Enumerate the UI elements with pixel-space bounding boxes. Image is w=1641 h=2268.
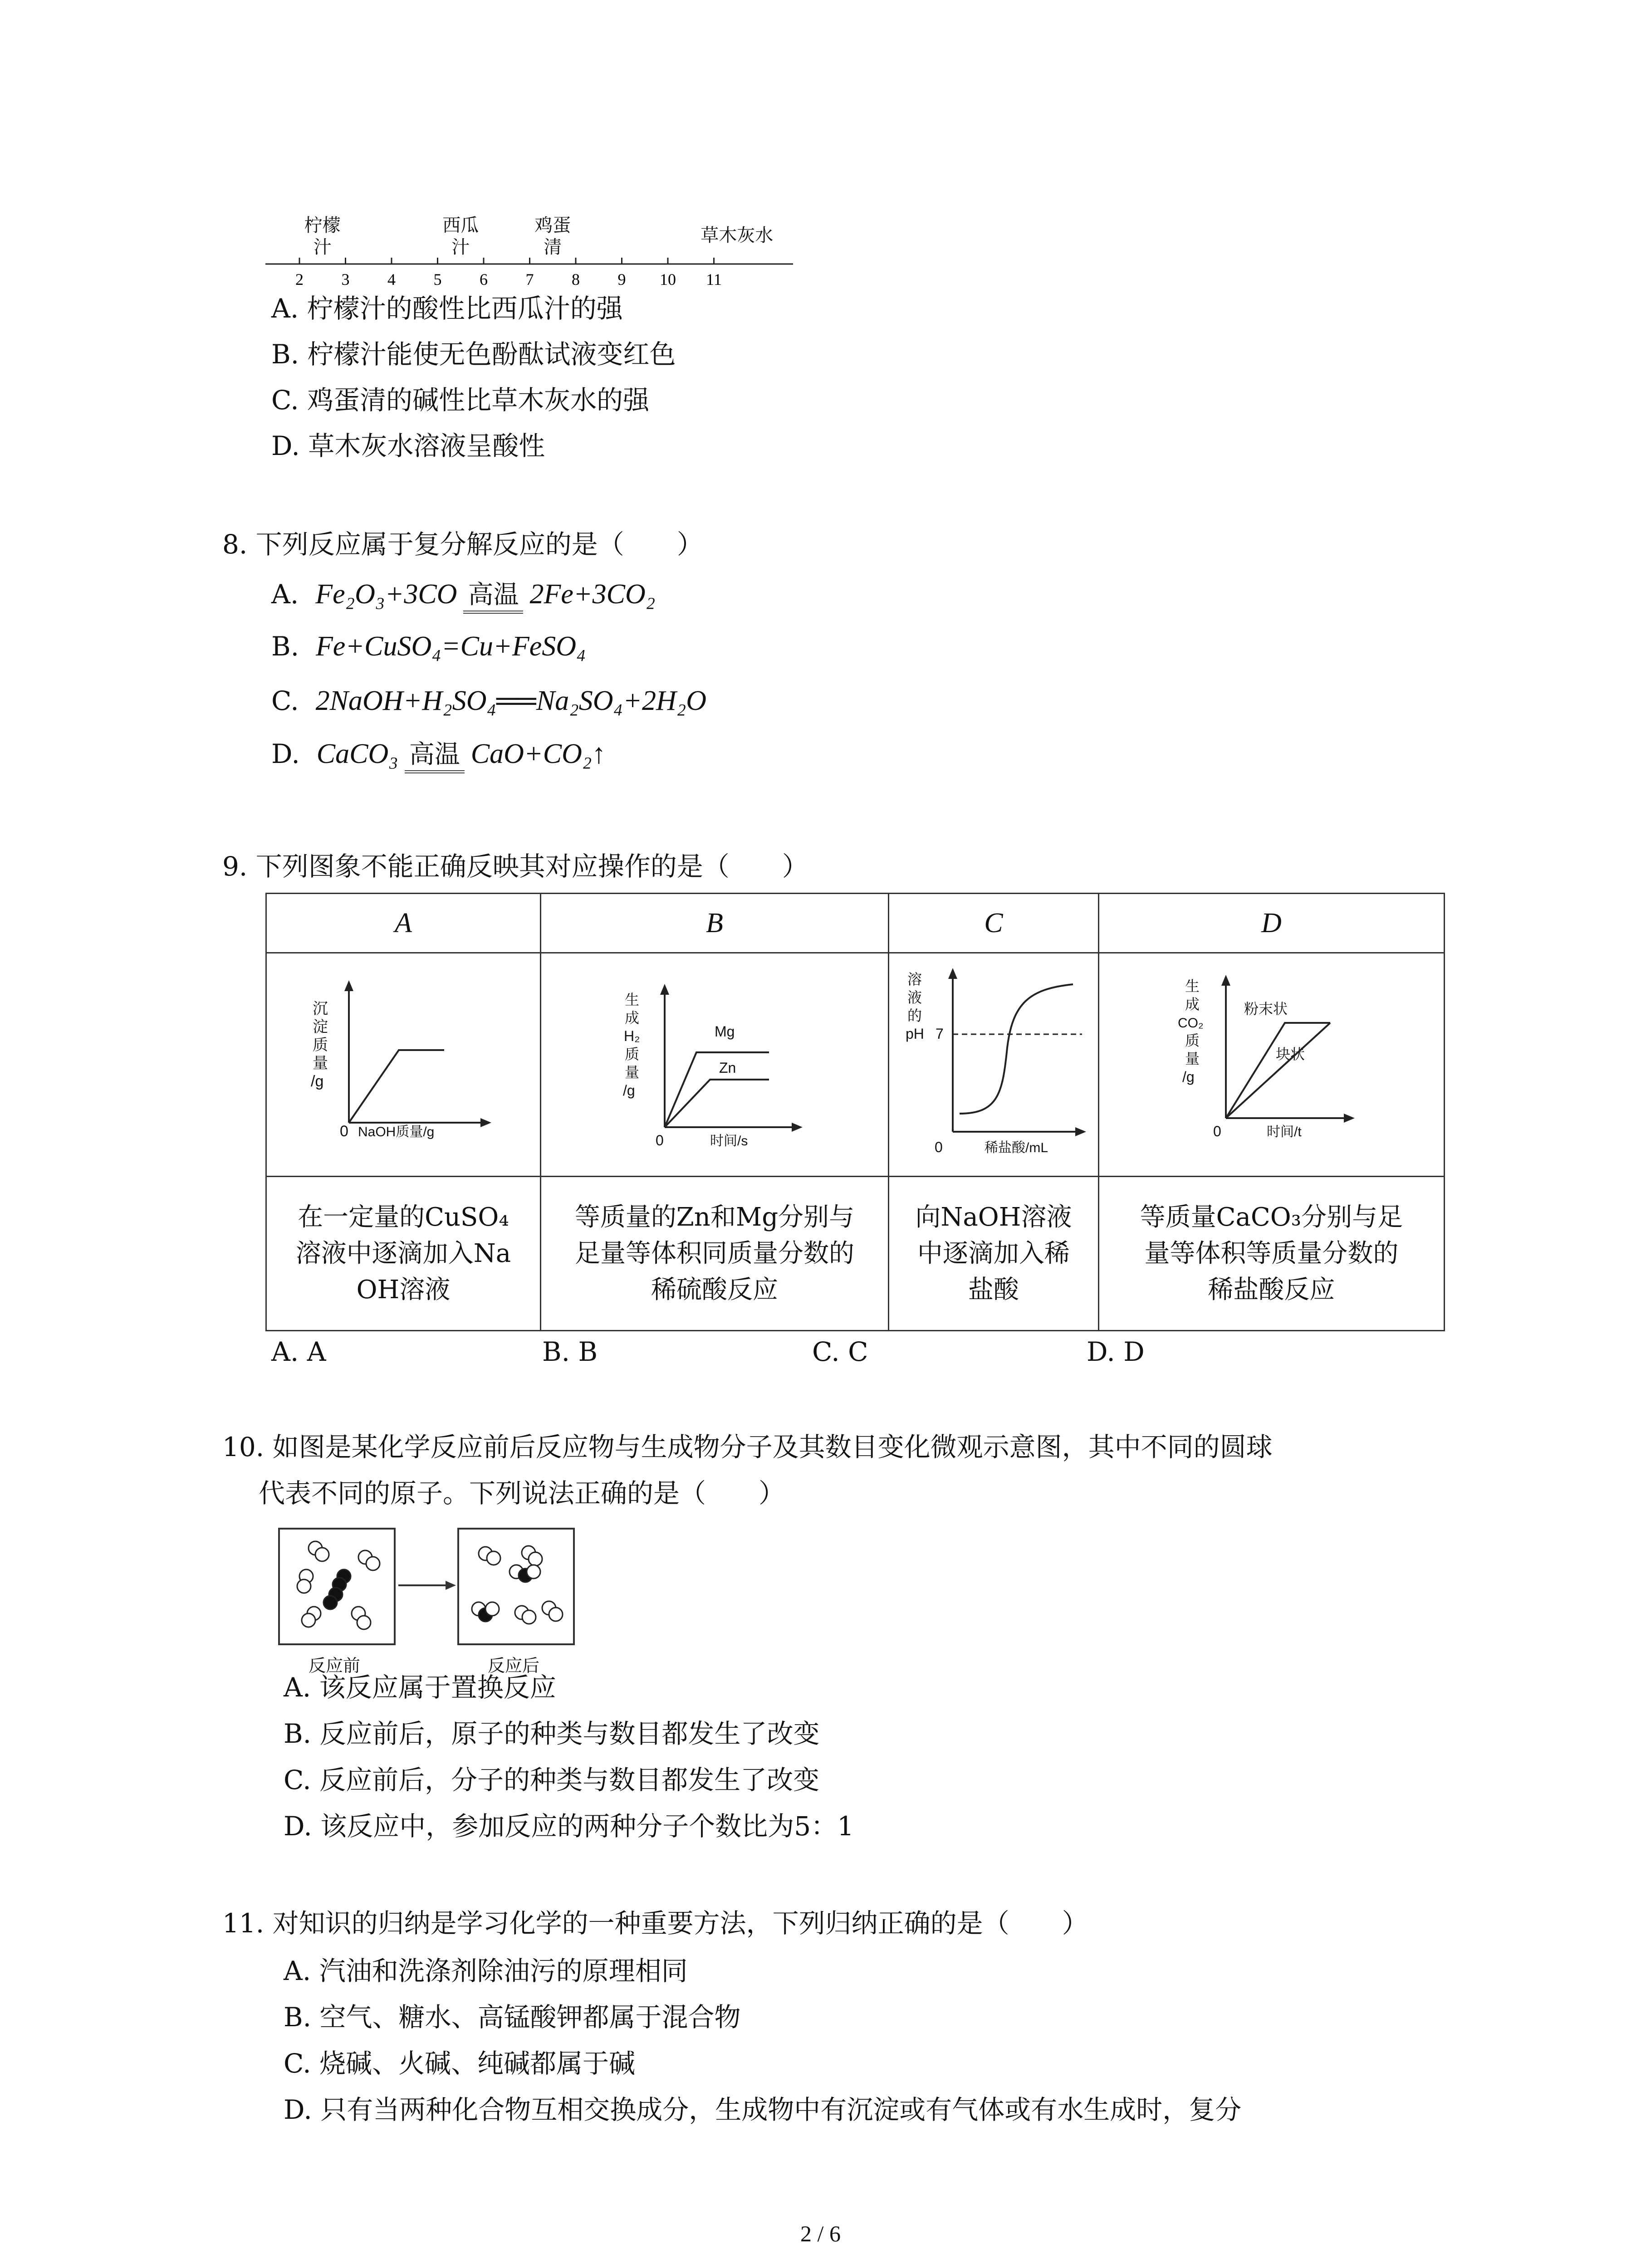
q10-stem-line2: 代表不同的原子。下列说法正确的是（ ） [259,1478,785,1509]
graph-c-ylabel-0: 溶 [907,971,922,987]
white-atom [357,1616,371,1629]
q8-d-reactants: CaCO₃ [316,738,398,769]
q9-graph-cell-a [266,953,541,1177]
ph-tick-label: 2 [295,270,304,288]
graph-d-origin: 0 [1213,1123,1222,1139]
q11-stem: 11. 对知识的归纳是学习化学的一种重要方法，下列归纳正确的是（ ） [222,1908,1088,1939]
graph-a-curve [349,1050,444,1123]
reaction-arrow-head [446,1581,456,1590]
q11-option-a[interactable]: A. 汽油和洗涤剂除油污的原理相同 [284,1955,688,1986]
white-atom [522,1610,536,1624]
graph-a-ylabel-2: 质 [312,1036,328,1054]
q11-option-c[interactable]: C. 烧碱、火碱、纯碱都属于碱 [284,2048,636,2079]
q9-desc-b [540,1177,888,1331]
graph-a-origin: 0 [339,1123,348,1140]
graph-d-series-powder: 粉末状 [1244,1001,1288,1017]
q8-stem: 8. 下列反应属于复分解反应的是（ ） [222,529,703,560]
graph-a-ylabel-1: 淀 [312,1018,328,1036]
after-label: 反应后 [488,1657,540,1676]
desc-line: 在一定量的CuSO₄ [298,1202,509,1232]
graph-c-origin: 0 [934,1139,943,1155]
graph-b-ylabel-5: /g [622,1082,635,1099]
ph-tick-label: 5 [433,270,442,288]
white-atom [297,1579,311,1593]
ph-tick-label: 4 [387,270,396,288]
graph-b-series-mg: Mg [714,1023,735,1040]
ph-substance-label: 草木灰水 [700,225,774,245]
graph-d-ylabel-0: 生 [1185,978,1200,994]
graph-d-series-lump: 块状 [1276,1046,1305,1062]
q7-option-a[interactable]: A. 柠檬汁的酸性比西瓜汁的强 [271,293,623,324]
option-label: C. [271,685,299,716]
white-atom [549,1608,563,1621]
graph-d-ylabel-4: 量 [1185,1051,1200,1067]
q10-option-d[interactable]: D. 该反应中，参加反应的两种分子个数比为5：1 [284,1811,854,1842]
option-label: A. [271,579,299,610]
q8-b-equation: Fe+CuSO₄=Cu+FeSO₄ [315,631,586,662]
graph-b-ylabel-3: 质 [624,1046,639,1062]
graph-a-xlabel: NaOH质量/g [358,1124,435,1139]
q9-graph-d [1176,964,1367,1163]
q7-option-c[interactable]: C. 鸡蛋清的碱性比草木灰水的强 [271,385,650,415]
q8-a-products: 2Fe+3CO₂ [529,579,656,610]
graph-c-ylabel-2: 的 [907,1007,922,1024]
q11-option-b[interactable]: B. 空气、糖水、高锰酸钾都属于混合物 [284,2002,741,2033]
desc-line: 盐酸 [968,1275,1019,1305]
page-number: 2 / 6 [800,2221,841,2246]
graph-a-ylabel-4: /g [310,1073,324,1090]
q7-option-d[interactable]: D. 草木灰水溶液呈酸性 [271,430,545,461]
before-molecules [297,1541,380,1629]
q9-option-d[interactable]: D. D [1087,1336,1145,1367]
graph-d-xlabel: 时间/t [1267,1124,1302,1139]
graph-b-ylabel-1: 成 [624,1010,639,1026]
ph-substance-label: 柠檬 [304,215,341,235]
graph-d-ylabel-5: /g [1182,1069,1195,1085]
desc-line: 向NaOH溶液 [915,1202,1072,1232]
q9-stem: 9. 下列图象不能正确反映其对应操作的是（ ） [222,851,808,882]
graph-a-y-arrow [344,980,353,991]
ph-substance-label: 鸡蛋 [534,215,571,235]
desc-line: 稀盐酸反应 [1208,1275,1335,1305]
q9-desc-c [889,1177,1099,1331]
graph-b-ylabel-4: 量 [624,1064,639,1080]
q11-option-d[interactable]: D. 只有当两种化合物互相交换成分，生成物中有沉淀或有气体或有水生成时，复分 [284,2094,1242,2125]
white-atom [366,1557,380,1570]
graph-b-series-zn: Zn [719,1060,736,1076]
graph-a-ylabel-0: 沉 [312,1000,328,1017]
q9-desc-d [1098,1177,1444,1331]
option-label: B. [271,631,299,662]
q8-a-reactants: Fe₂O₃+3CO [315,579,457,610]
q10-option-b[interactable]: B. 反应前后，原子的种类与数目都发生了改变 [284,1718,820,1749]
q9-option-c[interactable]: C. C [812,1336,868,1367]
q9-header-d: D [1098,894,1444,953]
graph-c-x-arrow [1075,1127,1086,1136]
q10-option-c[interactable]: C. 反应前后，分子的种类与数目都发生了改变 [284,1765,820,1795]
q8-d-condition: 高温 [405,740,465,773]
desc-line: OH溶液 [356,1275,451,1305]
ph-tick-label: 8 [572,270,580,288]
q9-graph-cell-d [1098,953,1444,1177]
graph-c-y-arrow [948,968,957,979]
q7-option-b[interactable]: B. 柠檬汁能使无色酚酞试液变红色 [271,339,676,370]
q8-d-products: CaO+CO₂↑ [470,738,606,769]
graph-d-ylabel-2: CO₂ [1178,1016,1204,1031]
q8-option-a[interactable] [271,576,655,614]
q9-graph-b [619,964,810,1163]
ph-tick-label: 7 [525,270,534,288]
q9-graph-c [894,957,1093,1170]
graph-b-x-arrow [792,1123,803,1132]
graph-b-ylabel-2: H₂ [623,1028,640,1044]
graph-d-x-arrow [1344,1114,1355,1123]
graph-a-ylabel-3: 量 [312,1055,328,1072]
q9-option-a[interactable]: A. A [271,1336,326,1367]
ph-substance-label: 清 [544,237,562,257]
ph-tick-label: 10 [660,270,676,288]
ph-substance-label: 汁 [313,237,332,257]
graph-b-y-arrow [660,984,669,995]
q8-option-c[interactable] [271,683,706,719]
q9-header-a: A [266,894,541,953]
q10-molecule-diagram [277,1526,585,1681]
q9-graph-cell-b [540,953,888,1177]
white-atom [485,1602,499,1616]
desc-line: 等质量的Zn和Mg分别与 [574,1202,855,1232]
q10-option-a[interactable]: A. 该反应属于置换反应 [284,1672,556,1703]
q9-header-b: B [540,894,888,953]
q8-a-condition: 高温 [463,581,523,614]
graph-b-curve-mg [665,1052,769,1127]
graph-b-origin: 0 [655,1132,664,1149]
desc-line: 溶液中逐滴加入Na [295,1238,511,1268]
graph-c-ylabel-3: pH [905,1026,924,1042]
q8-option-b[interactable] [271,628,586,665]
after-box [458,1529,574,1644]
ph-tick-label: 6 [480,270,488,288]
q10-stem-line1: 10. 如图是某化学反应前后反应物与生成物分子及其数目变化微观示意图，其中不同的圆球 [222,1432,1273,1462]
desc-line: 量等体积等质量分数的 [1144,1238,1399,1268]
graph-a-x-arrow [480,1118,491,1127]
graph-b-xlabel: 时间/s [710,1134,748,1149]
ph-substance-label: 汁 [451,237,470,257]
ph-tick-label: 9 [617,270,626,288]
q8-option-d[interactable] [271,736,606,773]
dark-atom [323,1596,337,1609]
option-label: D. [271,738,300,769]
graph-d-ylabel-1: 成 [1185,996,1200,1012]
desc-line: 等质量CaCO₃分别与足 [1140,1202,1403,1232]
q9-table [265,893,1445,1331]
graph-d-y-arrow [1221,975,1230,986]
desc-line: 中逐滴加入稀 [917,1238,1070,1268]
white-atom [315,1548,329,1561]
q8-c-equation: 2NaOH+H₂SO₄══Na₂SO₄+2H₂O [315,685,707,716]
graph-c-xlabel: 稀盐酸/mL [984,1140,1048,1155]
desc-line: 足量等体积同质量分数的 [574,1238,854,1268]
graph-b-ylabel-0: 生 [624,992,639,1008]
white-atom [529,1552,542,1566]
graph-b-curve-zn [665,1080,769,1127]
ph-tick-label: 11 [706,270,722,288]
q9-graph-cell-c [889,953,1099,1177]
graph-c-ref: 7 [935,1026,944,1042]
graph-c-curve [960,984,1073,1114]
graph-d-curve-lump [1226,1023,1330,1118]
desc-line: 稀硫酸反应 [651,1275,778,1305]
ph-tick-label: 3 [341,270,350,288]
white-atom [527,1565,540,1579]
white-atom [487,1551,500,1565]
graph-c-ylabel-1: 液 [907,989,922,1006]
q9-option-b[interactable]: B. B [542,1336,598,1367]
ph-substance-label: 西瓜 [442,215,479,235]
before-label: 反应前 [309,1657,361,1676]
ph-scale-figure [263,209,808,299]
q9-desc-a [266,1177,541,1331]
white-atom [302,1613,315,1627]
after-molecules [472,1546,563,1624]
graph-d-ylabel-3: 质 [1185,1032,1200,1049]
q9-graph-a [308,964,499,1163]
q9-header-c: C [889,894,1099,953]
